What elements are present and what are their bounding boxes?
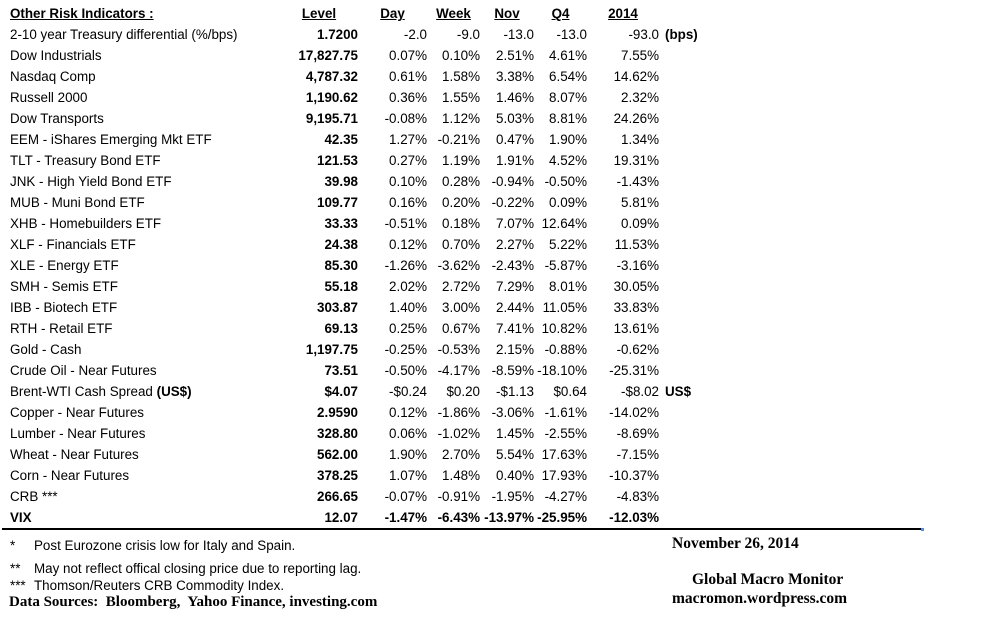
table-row[interactable] — [0, 24, 749, 45]
cell-q4[interactable]: -25.95% — [537, 510, 587, 525]
cell-unit-suffix[interactable] — [659, 234, 749, 255]
cell-week[interactable]: 0.18% — [442, 216, 480, 231]
data-sources-line: Data Sources: Bloomberg, Yahoo Finance, investing.com — [9, 594, 378, 610]
cell-2014[interactable]: -7.15% — [616, 447, 659, 462]
row-label-cell[interactable]: RTH - Retail ETF — [10, 321, 113, 336]
cell-q4[interactable]: -18.10% — [537, 363, 587, 378]
row-label-cell[interactable]: CRB *** — [10, 489, 58, 504]
table-row[interactable] — [0, 402, 749, 423]
footnote-line — [10, 577, 361, 594]
column-header-day[interactable]: Day — [380, 6, 405, 21]
cell-week[interactable]: $0.20 — [446, 384, 480, 399]
table-header-row — [0, 3, 749, 24]
cell-unit-suffix[interactable] — [659, 360, 749, 381]
row-label-cell[interactable]: Dow Industrials — [10, 48, 102, 63]
cell-2014[interactable]: 7.55% — [621, 48, 659, 63]
cell-level[interactable]: 12.07 — [324, 510, 358, 525]
cell-level[interactable]: 109.77 — [317, 195, 358, 210]
cell-day[interactable]: 2.02% — [389, 279, 427, 294]
cell-unit-suffix[interactable] — [659, 276, 749, 297]
cell-week[interactable]: 0.20% — [442, 195, 480, 210]
cell-nov[interactable]: 7.29% — [496, 279, 534, 294]
cell-day[interactable]: 0.10% — [389, 174, 427, 189]
cell-q4[interactable]: -4.27% — [544, 489, 587, 504]
cell-2014[interactable]: 5.81% — [621, 195, 659, 210]
row-label-cell[interactable]: XHB - Homebuilders ETF — [10, 216, 162, 231]
cell-q4[interactable]: $0.64 — [553, 384, 587, 399]
column-header-spacer — [659, 3, 749, 24]
cell-level[interactable]: 69.13 — [324, 321, 358, 336]
cell-unit-suffix[interactable] — [659, 507, 749, 528]
cell-unit-suffix[interactable] — [659, 66, 749, 87]
table-row[interactable] — [0, 507, 749, 528]
cell-nov[interactable]: 3.38% — [496, 69, 534, 84]
row-label-cell[interactable]: Brent-WTI Cash Spread (US$) — [10, 384, 192, 399]
cell-nov[interactable]: 7.41% — [496, 321, 534, 336]
table-row[interactable] — [0, 192, 749, 213]
cell-2014[interactable]: -3.16% — [616, 258, 659, 273]
row-label-cell[interactable]: TLT - Treasury Bond ETF — [10, 153, 161, 168]
cell-q4[interactable]: 8.07% — [549, 90, 587, 105]
cell-level[interactable]: 121.53 — [317, 153, 358, 168]
footnote-marker: ** — [10, 561, 21, 576]
cell-q4[interactable]: 6.54% — [549, 69, 587, 84]
cell-level[interactable]: 2.9590 — [317, 405, 358, 420]
cell-day[interactable]: -0.08% — [384, 111, 427, 126]
cell-2014[interactable]: 0.09% — [621, 216, 659, 231]
column-header-week[interactable]: Week — [436, 6, 471, 21]
footnote-line — [10, 560, 361, 577]
table-row[interactable] — [0, 255, 749, 276]
cell-week[interactable]: -4.17% — [437, 363, 480, 378]
cell-q4[interactable]: 1.90% — [549, 132, 587, 147]
row-label-cell[interactable]: XLE - Energy ETF — [10, 258, 119, 273]
cell-nov[interactable]: 1.91% — [496, 153, 534, 168]
cell-nov[interactable]: -0.94% — [491, 174, 534, 189]
risk-indicators-table — [0, 3, 749, 528]
cell-day[interactable]: 0.36% — [389, 90, 427, 105]
selection-artifact — [921, 528, 924, 531]
row-label-cell[interactable]: Wheat - Near Futures — [10, 447, 139, 462]
cell-q4[interactable]: -0.50% — [544, 174, 587, 189]
cell-2014[interactable]: -25.31% — [609, 363, 659, 378]
cell-level[interactable]: 33.33 — [324, 216, 358, 231]
cell-q4[interactable]: 4.61% — [549, 48, 587, 63]
table-row[interactable] — [0, 87, 749, 108]
cell-week[interactable]: -1.02% — [437, 426, 480, 441]
table-row[interactable] — [0, 108, 749, 129]
cell-level[interactable]: 39.98 — [324, 174, 358, 189]
row-label-cell[interactable]: Lumber - Near Futures — [10, 426, 146, 441]
cell-nov[interactable]: 2.44% — [496, 300, 534, 315]
cell-level[interactable]: 55.18 — [324, 279, 358, 294]
cell-week[interactable]: 1.55% — [442, 90, 480, 105]
report-date: November 26, 2014 — [672, 535, 799, 552]
footnote-text: Post Eurozone crisis low for Italy and Spain. — [34, 538, 296, 553]
table-row[interactable] — [0, 276, 749, 297]
cell-2014[interactable]: 19.31% — [613, 153, 659, 168]
row-label-cell[interactable]: SMH - Semis ETF — [10, 279, 118, 294]
cell-q4[interactable]: 4.52% — [549, 153, 587, 168]
cell-day[interactable]: -$0.24 — [389, 384, 427, 399]
cell-day[interactable]: 0.12% — [389, 237, 427, 252]
cell-q4[interactable]: 8.01% — [549, 279, 587, 294]
row-label-cell[interactable]: JNK - High Yield Bond ETF — [10, 174, 172, 189]
cell-nov[interactable]: 0.47% — [496, 132, 534, 147]
table-row[interactable] — [0, 213, 749, 234]
cell-nov[interactable]: -8.59% — [491, 363, 534, 378]
cell-unit-suffix[interactable] — [659, 45, 749, 66]
cell-week[interactable]: 3.00% — [442, 300, 480, 315]
cell-nov[interactable]: 5.54% — [496, 447, 534, 462]
cell-level[interactable]: 85.30 — [324, 258, 358, 273]
cell-2014[interactable]: -93.0 — [628, 27, 659, 42]
table-row[interactable] — [0, 444, 749, 465]
cell-week[interactable]: 1.19% — [442, 153, 480, 168]
cell-unit-suffix[interactable] — [659, 297, 749, 318]
cell-2014[interactable]: 1.34% — [621, 132, 659, 147]
table-row[interactable] — [0, 297, 749, 318]
footnote-text: May not reflect offical closing price due to reporting lag. — [34, 561, 362, 576]
cell-level[interactable]: 24.38 — [324, 237, 358, 252]
cell-week[interactable]: 1.48% — [442, 468, 480, 483]
column-header-nov[interactable]: Nov — [494, 6, 520, 21]
table-row[interactable] — [0, 318, 749, 339]
cell-q4[interactable]: 11.05% — [542, 300, 587, 315]
cell-unit-suffix[interactable] — [659, 87, 749, 108]
table-row[interactable] — [0, 150, 749, 171]
row-label-cell[interactable]: Gold - Cash — [10, 342, 82, 357]
cell-level[interactable]: 1,197.75 — [305, 342, 358, 357]
cell-level[interactable]: 17,827.75 — [298, 48, 358, 63]
cell-q4[interactable]: 10.82% — [541, 321, 587, 336]
column-header-2014[interactable]: 2014 — [608, 6, 638, 21]
cell-nov[interactable]: -13.0 — [503, 27, 534, 42]
footnote-line — [10, 537, 361, 554]
cell-q4[interactable]: -13.0 — [556, 27, 587, 42]
cell-level[interactable]: 328.80 — [317, 426, 358, 441]
cell-week[interactable]: -1.86% — [437, 405, 480, 420]
cell-nov[interactable]: 1.46% — [496, 90, 534, 105]
cell-unit-suffix[interactable] — [659, 444, 749, 465]
cell-week[interactable]: -9.0 — [456, 27, 480, 42]
cell-level[interactable]: 73.51 — [324, 363, 358, 378]
row-label-cell[interactable]: Corn - Near Futures — [10, 468, 130, 483]
cell-day[interactable]: 0.16% — [389, 195, 427, 210]
cell-week[interactable]: 1.12% — [442, 111, 480, 126]
cell-2014[interactable]: 33.83% — [613, 300, 659, 315]
row-label-cell[interactable]: IBB - Biotech ETF — [10, 300, 118, 315]
footnote-marker: * — [10, 538, 16, 553]
cell-q4[interactable]: -0.88% — [544, 342, 587, 357]
cell-nov[interactable]: -13.97% — [484, 510, 534, 525]
cell-week[interactable]: 2.72% — [442, 279, 480, 294]
cell-level[interactable]: $4.07 — [324, 384, 358, 399]
table-row[interactable] — [0, 45, 749, 66]
cell-nov[interactable]: 0.40% — [496, 468, 534, 483]
cell-2014[interactable]: 24.26% — [613, 111, 659, 126]
cell-2014[interactable]: -10.37% — [609, 468, 659, 483]
cell-2014[interactable]: -1.43% — [616, 174, 659, 189]
cell-unit-suffix[interactable] — [659, 150, 749, 171]
cell-level[interactable]: 562.00 — [317, 447, 358, 462]
cell-day[interactable]: -2.0 — [403, 27, 427, 42]
cell-week[interactable]: 0.28% — [442, 174, 480, 189]
cell-week[interactable]: 0.10% — [442, 48, 480, 63]
cell-day[interactable]: -0.50% — [384, 363, 427, 378]
website-url: macromon.wordpress.com — [672, 590, 848, 607]
row-label-cell[interactable]: Crude Oil - Near Futures — [10, 363, 157, 378]
table-title-cell — [0, 3, 280, 24]
cell-day[interactable]: -1.26% — [384, 258, 427, 273]
cell-day[interactable]: 0.25% — [389, 321, 427, 336]
cell-day[interactable]: -0.07% — [384, 489, 427, 504]
cell-day[interactable]: 1.07% — [389, 468, 427, 483]
cell-unit-suffix[interactable] — [659, 213, 749, 234]
cell-day[interactable]: -0.25% — [384, 342, 427, 357]
cell-unit-suffix[interactable] — [659, 486, 749, 507]
cell-nov[interactable]: -3.06% — [491, 405, 534, 420]
table-bottom-rule — [2, 528, 922, 530]
cell-week[interactable]: 0.70% — [442, 237, 480, 252]
cell-2014[interactable]: -4.83% — [616, 489, 659, 504]
cell-day[interactable]: 0.06% — [389, 426, 427, 441]
cell-unit-suffix[interactable] — [659, 402, 749, 423]
footnote-marker: *** — [10, 578, 26, 593]
table-title: Other Risk Indicators : — [10, 6, 154, 21]
cell-nov[interactable]: -2.43% — [491, 258, 534, 273]
cell-nov[interactable]: 2.15% — [496, 342, 534, 357]
cell-q4[interactable]: 17.93% — [541, 468, 587, 483]
cell-2014[interactable]: -$8.02 — [621, 384, 659, 399]
cell-unit-suffix[interactable] — [659, 108, 749, 129]
cell-2014[interactable]: -0.62% — [616, 342, 659, 357]
cell-level[interactable]: 9,195.71 — [305, 111, 358, 126]
cell-unit-suffix[interactable] — [659, 129, 749, 150]
cell-unit-suffix[interactable] — [659, 171, 749, 192]
cell-q4[interactable]: 0.09% — [549, 195, 587, 210]
cell-nov[interactable]: 2.51% — [496, 48, 534, 63]
cell-day[interactable]: 0.27% — [389, 153, 427, 168]
cell-unit-suffix[interactable] — [659, 339, 749, 360]
row-label-cell[interactable]: MUB - Muni Bond ETF — [10, 195, 145, 210]
cell-nov[interactable]: 1.45% — [496, 426, 534, 441]
row-label-cell[interactable]: Nasdaq Comp — [10, 69, 96, 84]
column-header-q4[interactable]: Q4 — [551, 6, 570, 21]
footnotes-block — [10, 537, 361, 594]
cell-day[interactable]: 0.07% — [389, 48, 427, 63]
table-row[interactable] — [0, 171, 749, 192]
cell-2014[interactable]: 30.05% — [613, 279, 659, 294]
cell-level[interactable]: 42.35 — [324, 132, 358, 147]
table-row[interactable] — [0, 66, 749, 87]
footnote-text: Thomson/Reuters CRB Commodity Index. — [34, 578, 285, 593]
cell-level[interactable]: 1.7200 — [317, 27, 358, 42]
cell-2014[interactable]: -12.03% — [609, 510, 659, 525]
row-label-cell[interactable]: Dow Transports — [10, 111, 104, 126]
column-header-level[interactable]: Level — [301, 6, 337, 21]
cell-unit-suffix[interactable]: (bps) — [665, 27, 698, 42]
row-label-cell[interactable]: Copper - Near Futures — [10, 405, 144, 420]
cell-level[interactable]: 303.87 — [317, 300, 358, 315]
table-row[interactable] — [0, 423, 749, 444]
cell-level[interactable]: 378.25 — [317, 468, 358, 483]
cell-day[interactable]: 1.27% — [389, 132, 427, 147]
cell-level[interactable]: 4,787.32 — [305, 69, 358, 84]
cell-2014[interactable]: 14.62% — [613, 69, 659, 84]
cell-unit-suffix[interactable]: US$ — [665, 384, 692, 399]
cell-2014[interactable]: 11.53% — [614, 237, 659, 252]
cell-2014[interactable]: 2.32% — [621, 90, 659, 105]
cell-level[interactable]: 266.65 — [317, 489, 358, 504]
table-row[interactable] — [0, 360, 749, 381]
cell-week[interactable]: -0.21% — [437, 132, 480, 147]
table-row[interactable] — [0, 486, 749, 507]
cell-day[interactable]: 1.90% — [389, 447, 427, 462]
cell-nov[interactable]: -1.95% — [491, 489, 534, 504]
cell-nov[interactable]: -$1.13 — [496, 384, 534, 399]
cell-q4[interactable]: 12.64% — [541, 216, 587, 231]
cell-nov[interactable]: -0.22% — [491, 195, 534, 210]
cell-2014[interactable]: -8.69% — [616, 426, 659, 441]
cell-nov[interactable]: 5.03% — [496, 111, 534, 126]
cell-week[interactable]: -6.43% — [437, 510, 480, 525]
row-label-cell[interactable]: Russell 2000 — [10, 90, 88, 105]
table-row[interactable] — [0, 234, 749, 255]
cell-week[interactable]: 1.58% — [442, 69, 480, 84]
cell-day[interactable]: 0.61% — [389, 69, 427, 84]
table-row[interactable] — [0, 339, 749, 360]
cell-day[interactable]: 1.40% — [389, 300, 427, 315]
cell-q4[interactable]: -1.61% — [544, 405, 587, 420]
table-row[interactable] — [0, 381, 749, 402]
cell-day[interactable]: -1.47% — [384, 510, 427, 525]
cell-week[interactable]: -0.53% — [437, 342, 480, 357]
cell-level[interactable]: 1,190.62 — [305, 90, 358, 105]
table-row[interactable] — [0, 129, 749, 150]
cell-week[interactable]: -0.91% — [437, 489, 480, 504]
row-label-cell[interactable]: 2-10 year Treasury differential (%/bps) — [10, 27, 238, 42]
cell-unit-suffix[interactable] — [659, 318, 749, 339]
cell-q4[interactable]: -5.87% — [544, 258, 587, 273]
cell-2014[interactable]: -14.02% — [609, 405, 659, 420]
row-label-cell[interactable]: XLF - Financials ETF — [10, 237, 136, 252]
cell-unit-suffix[interactable] — [659, 255, 749, 276]
cell-week[interactable]: -3.62% — [437, 258, 480, 273]
cell-unit-suffix[interactable] — [659, 465, 749, 486]
cell-unit-suffix[interactable] — [659, 423, 749, 444]
cell-q4[interactable]: 17.63% — [541, 447, 587, 462]
cell-day[interactable]: -0.51% — [384, 216, 427, 231]
cell-week[interactable]: 0.67% — [442, 321, 480, 336]
cell-nov[interactable]: 7.07% — [496, 216, 534, 231]
row-label-cell[interactable]: EEM - iShares Emerging Mkt ETF — [10, 132, 212, 147]
cell-week[interactable]: 2.70% — [442, 447, 480, 462]
publication-name: Global Macro Monitor — [692, 571, 844, 588]
cell-q4[interactable]: 8.81% — [549, 111, 587, 126]
row-label-cell[interactable]: VIX — [10, 510, 32, 525]
cell-q4[interactable]: 5.22% — [549, 237, 587, 252]
cell-q4[interactable]: -2.55% — [544, 426, 587, 441]
cell-unit-suffix[interactable] — [659, 192, 749, 213]
cell-2014[interactable]: 13.61% — [613, 321, 659, 336]
table-row[interactable] — [0, 465, 749, 486]
cell-nov[interactable]: 2.27% — [496, 237, 534, 252]
cell-day[interactable]: 0.12% — [389, 405, 427, 420]
